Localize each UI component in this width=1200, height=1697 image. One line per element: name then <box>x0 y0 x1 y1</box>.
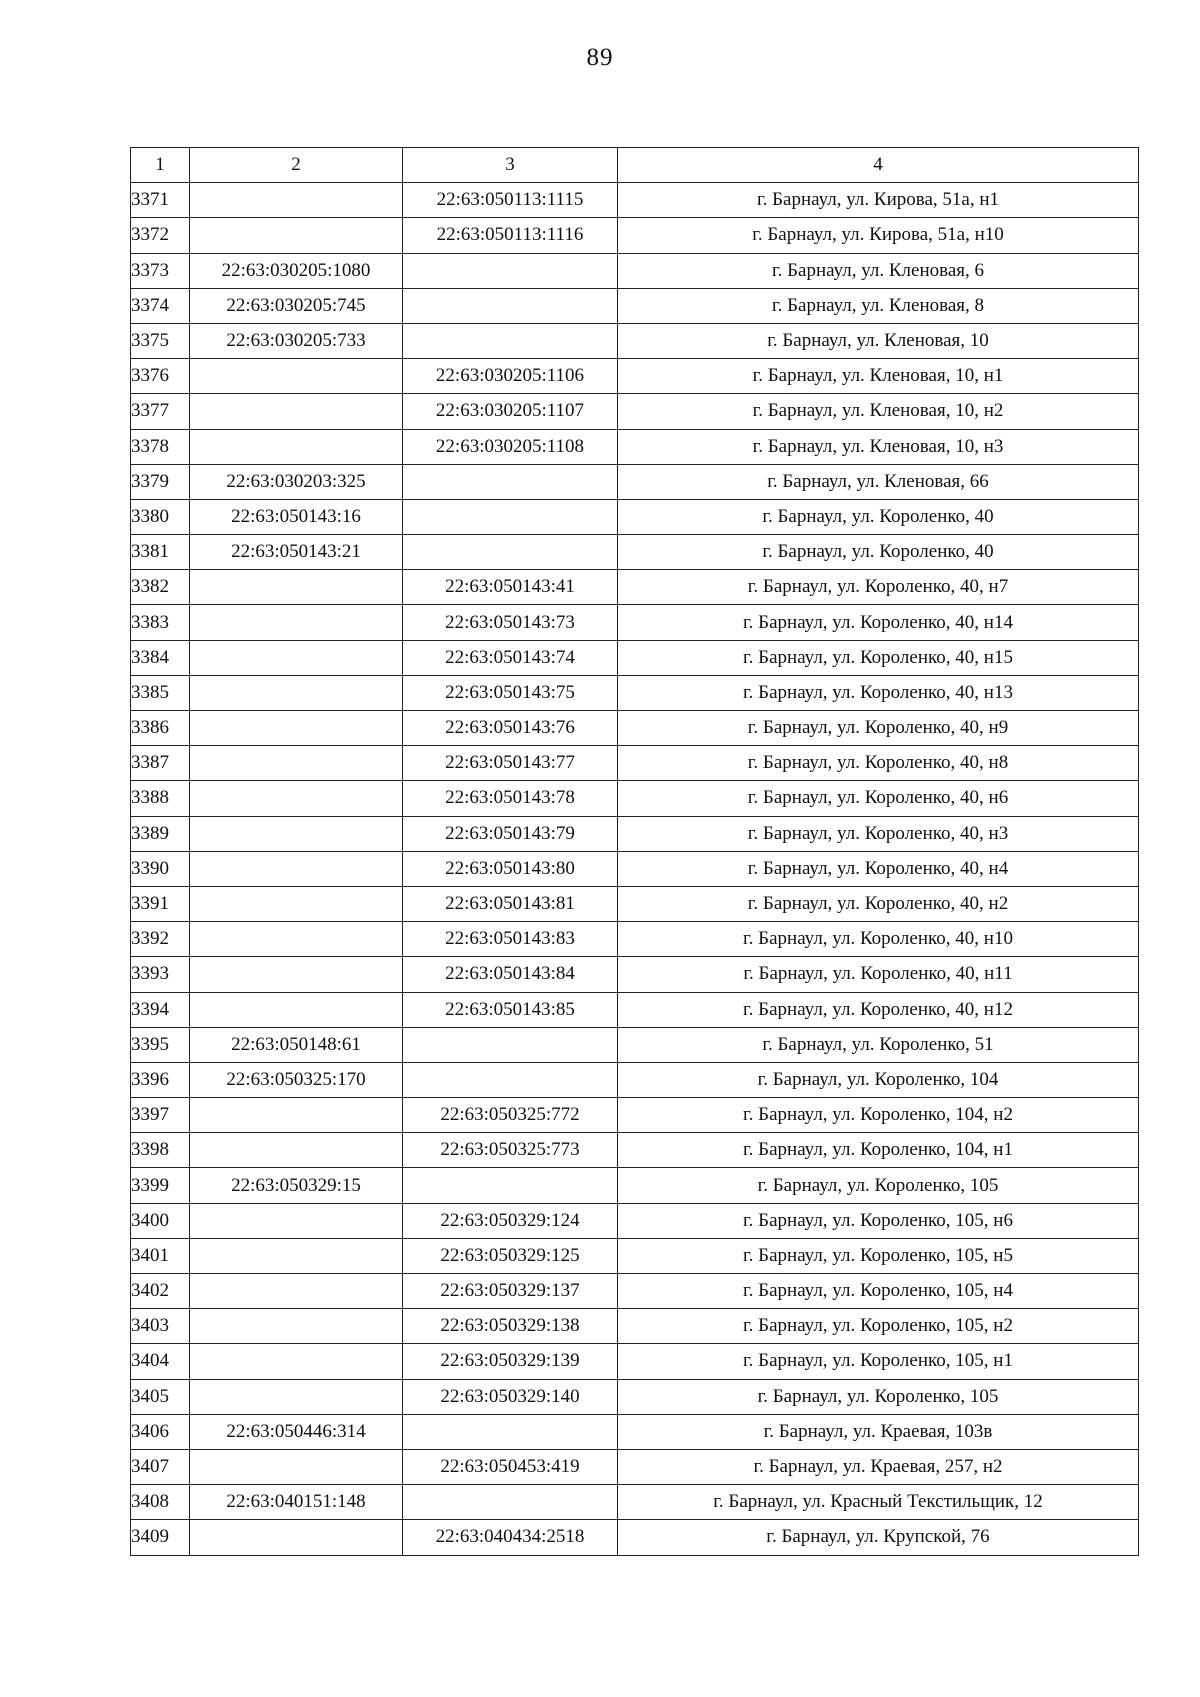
table-row <box>131 535 1139 570</box>
cadastral-number-col3: 22:63:050143:78 <box>403 781 618 816</box>
cadastral-number-col2: 22:63:050143:21 <box>190 535 403 570</box>
cadastral-number-col2 <box>190 711 403 746</box>
table-body <box>131 183 1139 1555</box>
address: г. Барнаул, ул. Короленко, 105 <box>618 1379 1139 1414</box>
cadastral-number-col2: 22:63:030203:325 <box>190 464 403 499</box>
cadastral-number-col2 <box>190 1274 403 1309</box>
cadastral-number-col2: 22:63:050143:16 <box>190 499 403 534</box>
row-number: 3382 <box>131 570 190 605</box>
cadastral-number-col2: 22:63:030205:733 <box>190 323 403 358</box>
cadastral-number-col2 <box>190 359 403 394</box>
address: г. Барнаул, ул. Короленко, 40, н2 <box>618 886 1139 921</box>
cadastral-number-col2 <box>190 570 403 605</box>
cadastral-number-col3: 22:63:050143:81 <box>403 886 618 921</box>
registry-table <box>130 147 1139 1556</box>
cadastral-number-col3: 22:63:050143:79 <box>403 816 618 851</box>
address: г. Барнаул, ул. Короленко, 40, н9 <box>618 711 1139 746</box>
table-row <box>131 1098 1139 1133</box>
cadastral-number-col2 <box>190 183 403 218</box>
cadastral-number-col2 <box>190 922 403 957</box>
address: г. Барнаул, ул. Короленко, 40, н12 <box>618 992 1139 1027</box>
cadastral-number-col3 <box>403 1027 618 1062</box>
row-number: 3384 <box>131 640 190 675</box>
address: г. Барнаул, ул. Кирова, 51а, н10 <box>618 218 1139 253</box>
address: г. Барнаул, ул. Кленовая, 8 <box>618 288 1139 323</box>
cadastral-number-col3 <box>403 1485 618 1520</box>
address: г. Барнаул, ул. Кленовая, 66 <box>618 464 1139 499</box>
cadastral-number-col2 <box>190 816 403 851</box>
cadastral-number-col2: 22:63:050329:15 <box>190 1168 403 1203</box>
cadastral-number-col2 <box>190 1098 403 1133</box>
cadastral-number-col2 <box>190 1238 403 1273</box>
table-row <box>131 1414 1139 1449</box>
row-number: 3373 <box>131 253 190 288</box>
cadastral-number-col3 <box>403 288 618 323</box>
column-header-1: 1 <box>131 148 190 183</box>
cadastral-number-col2 <box>190 640 403 675</box>
row-number: 3406 <box>131 1414 190 1449</box>
address: г. Барнаул, ул. Короленко, 105, н5 <box>618 1238 1139 1273</box>
table-row <box>131 1485 1139 1520</box>
address: г. Барнаул, ул. Короленко, 105 <box>618 1168 1139 1203</box>
row-number: 3398 <box>131 1133 190 1168</box>
cadastral-number-col2 <box>190 781 403 816</box>
cadastral-number-col2 <box>190 675 403 710</box>
table-row <box>131 1168 1139 1203</box>
address: г. Барнаул, ул. Короленко, 40, н15 <box>618 640 1139 675</box>
cadastral-number-col3: 22:63:050143:80 <box>403 851 618 886</box>
address: г. Барнаул, ул. Короленко, 40, н13 <box>618 675 1139 710</box>
table-row <box>131 1520 1139 1555</box>
cadastral-number-col3: 22:63:050325:772 <box>403 1098 618 1133</box>
table-row <box>131 675 1139 710</box>
cadastral-number-col3: 22:63:050329:140 <box>403 1379 618 1414</box>
cadastral-number-col2 <box>190 886 403 921</box>
table-row <box>131 1238 1139 1273</box>
cadastral-number-col3: 22:63:030205:1106 <box>403 359 618 394</box>
row-number: 3374 <box>131 288 190 323</box>
cadastral-number-col3 <box>403 1414 618 1449</box>
cadastral-number-col3: 22:63:050143:77 <box>403 746 618 781</box>
cadastral-number-col3: 22:63:030205:1107 <box>403 394 618 429</box>
row-number: 3408 <box>131 1485 190 1520</box>
row-number: 3395 <box>131 1027 190 1062</box>
table-row <box>131 323 1139 358</box>
table-row <box>131 640 1139 675</box>
cadastral-number-col2 <box>190 1379 403 1414</box>
cadastral-number-col2 <box>190 1520 403 1555</box>
row-number: 3400 <box>131 1203 190 1238</box>
cadastral-number-col3 <box>403 1168 618 1203</box>
row-number: 3375 <box>131 323 190 358</box>
cadastral-number-col3: 22:63:050143:41 <box>403 570 618 605</box>
address: г. Барнаул, ул. Краевая, 257, н2 <box>618 1449 1139 1484</box>
page-number: 89 <box>586 44 614 71</box>
row-number: 3383 <box>131 605 190 640</box>
cadastral-number-col3 <box>403 535 618 570</box>
row-number: 3390 <box>131 851 190 886</box>
column-header-4: 4 <box>618 148 1139 183</box>
table-row <box>131 711 1139 746</box>
address: г. Барнаул, ул. Кленовая, 10, н1 <box>618 359 1139 394</box>
address: г. Барнаул, ул. Короленко, 40 <box>618 499 1139 534</box>
cadastral-number-col2 <box>190 992 403 1027</box>
table-row <box>131 218 1139 253</box>
cadastral-number-col2 <box>190 605 403 640</box>
table-row <box>131 1133 1139 1168</box>
row-number: 3392 <box>131 922 190 957</box>
address: г. Барнаул, ул. Кленовая, 10, н2 <box>618 394 1139 429</box>
row-number: 3403 <box>131 1309 190 1344</box>
row-number: 3407 <box>131 1449 190 1484</box>
address: г. Барнаул, ул. Крупской, 76 <box>618 1520 1139 1555</box>
cadastral-number-col2 <box>190 218 403 253</box>
table-row <box>131 394 1139 429</box>
address: г. Барнаул, ул. Короленко, 104, н1 <box>618 1133 1139 1168</box>
table-row <box>131 816 1139 851</box>
cadastral-number-col2: 22:63:050325:170 <box>190 1062 403 1097</box>
row-number: 3386 <box>131 711 190 746</box>
address: г. Барнаул, ул. Короленко, 40, н4 <box>618 851 1139 886</box>
row-number: 3396 <box>131 1062 190 1097</box>
address: г. Барнаул, ул. Короленко, 40, н8 <box>618 746 1139 781</box>
address: г. Барнаул, ул. Короленко, 105, н2 <box>618 1309 1139 1344</box>
row-number: 3376 <box>131 359 190 394</box>
table-row <box>131 1027 1139 1062</box>
table-row <box>131 1344 1139 1379</box>
cadastral-number-col2: 22:63:050446:314 <box>190 1414 403 1449</box>
table-row <box>131 253 1139 288</box>
table-row <box>131 570 1139 605</box>
table-row <box>131 1379 1139 1414</box>
address: г. Барнаул, ул. Кленовая, 10, н3 <box>618 429 1139 464</box>
address: г. Барнаул, ул. Кленовая, 10 <box>618 323 1139 358</box>
cadastral-number-col3: 22:63:050329:124 <box>403 1203 618 1238</box>
cadastral-number-col2 <box>190 394 403 429</box>
table-row <box>131 464 1139 499</box>
table-row <box>131 781 1139 816</box>
cadastral-number-col2 <box>190 1133 403 1168</box>
cadastral-number-col3: 22:63:050143:76 <box>403 711 618 746</box>
row-number: 3404 <box>131 1344 190 1379</box>
address: г. Барнаул, ул. Короленко, 51 <box>618 1027 1139 1062</box>
address: г. Барнаул, ул. Короленко, 40 <box>618 535 1139 570</box>
cadastral-number-col3: 22:63:050325:773 <box>403 1133 618 1168</box>
row-number: 3372 <box>131 218 190 253</box>
table-row <box>131 429 1139 464</box>
cadastral-number-col3 <box>403 323 618 358</box>
address: г. Барнаул, ул. Короленко, 105, н4 <box>618 1274 1139 1309</box>
row-number: 3388 <box>131 781 190 816</box>
table-row <box>131 1274 1139 1309</box>
row-number: 3409 <box>131 1520 190 1555</box>
address: г. Барнаул, ул. Короленко, 40, н3 <box>618 816 1139 851</box>
cadastral-number-col3: 22:63:050329:137 <box>403 1274 618 1309</box>
cadastral-number-col3: 22:63:030205:1108 <box>403 429 618 464</box>
address: г. Барнаул, ул. Короленко, 40, н14 <box>618 605 1139 640</box>
table-row <box>131 288 1139 323</box>
row-number: 3387 <box>131 746 190 781</box>
table-row <box>131 499 1139 534</box>
address: г. Барнаул, ул. Кирова, 51а, н1 <box>618 183 1139 218</box>
row-number: 3378 <box>131 429 190 464</box>
row-number: 3381 <box>131 535 190 570</box>
cadastral-number-col3 <box>403 499 618 534</box>
cadastral-number-col2 <box>190 1344 403 1379</box>
address: г. Барнаул, ул. Короленко, 105, н6 <box>618 1203 1139 1238</box>
address: г. Барнаул, ул. Короленко, 40, н6 <box>618 781 1139 816</box>
cadastral-number-col2: 22:63:050148:61 <box>190 1027 403 1062</box>
cadastral-number-col2 <box>190 429 403 464</box>
table-row <box>131 1309 1139 1344</box>
address: г. Барнаул, ул. Короленко, 40, н10 <box>618 922 1139 957</box>
table-row <box>131 605 1139 640</box>
table-row <box>131 1449 1139 1484</box>
table-row <box>131 1062 1139 1097</box>
table-row <box>131 992 1139 1027</box>
row-number: 3402 <box>131 1274 190 1309</box>
row-number: 3389 <box>131 816 190 851</box>
cadastral-number-col2 <box>190 746 403 781</box>
row-number: 3393 <box>131 957 190 992</box>
cadastral-number-col3: 22:63:050329:139 <box>403 1344 618 1379</box>
address: г. Барнаул, ул. Короленко, 105, н1 <box>618 1344 1139 1379</box>
cadastral-number-col3: 22:63:050143:85 <box>403 992 618 1027</box>
cadastral-number-col3: 22:63:050143:74 <box>403 640 618 675</box>
row-number: 3394 <box>131 992 190 1027</box>
table-row <box>131 851 1139 886</box>
address: г. Барнаул, ул. Кленовая, 6 <box>618 253 1139 288</box>
cadastral-number-col3: 22:63:040434:2518 <box>403 1520 618 1555</box>
row-number: 3401 <box>131 1238 190 1273</box>
table-row <box>131 183 1139 218</box>
address: г. Барнаул, ул. Краевая, 103в <box>618 1414 1139 1449</box>
address: г. Барнаул, ул. Короленко, 40, н11 <box>618 957 1139 992</box>
cadastral-number-col2: 22:63:040151:148 <box>190 1485 403 1520</box>
table-row <box>131 886 1139 921</box>
table-row <box>131 957 1139 992</box>
cadastral-number-col2: 22:63:030205:745 <box>190 288 403 323</box>
cadastral-number-col2 <box>190 1309 403 1344</box>
cadastral-number-col3: 22:63:050329:125 <box>403 1238 618 1273</box>
cadastral-number-col2 <box>190 851 403 886</box>
column-header-3: 3 <box>403 148 618 183</box>
cadastral-number-col3: 22:63:050143:75 <box>403 675 618 710</box>
row-number: 3371 <box>131 183 190 218</box>
table-row <box>131 359 1139 394</box>
row-number: 3399 <box>131 1168 190 1203</box>
row-number: 3385 <box>131 675 190 710</box>
row-number: 3391 <box>131 886 190 921</box>
column-header-2: 2 <box>190 148 403 183</box>
cadastral-number-col2 <box>190 1203 403 1238</box>
cadastral-number-col3: 22:63:050143:73 <box>403 605 618 640</box>
row-number: 3405 <box>131 1379 190 1414</box>
row-number: 3380 <box>131 499 190 534</box>
cadastral-number-col3 <box>403 1062 618 1097</box>
cadastral-number-col3: 22:63:050453:419 <box>403 1449 618 1484</box>
address: г. Барнаул, ул. Короленко, 40, н7 <box>618 570 1139 605</box>
address: г. Барнаул, ул. Красный Текстильщик, 12 <box>618 1485 1139 1520</box>
cadastral-number-col3: 22:63:050143:83 <box>403 922 618 957</box>
cadastral-number-col2 <box>190 1449 403 1484</box>
header-row <box>131 148 1139 183</box>
address: г. Барнаул, ул. Короленко, 104, н2 <box>618 1098 1139 1133</box>
cadastral-number-col3 <box>403 253 618 288</box>
cadastral-number-col3 <box>403 464 618 499</box>
table-row <box>131 1203 1139 1238</box>
table-row <box>131 922 1139 957</box>
cadastral-number-col3: 22:63:050329:138 <box>403 1309 618 1344</box>
cadastral-number-col3: 22:63:050113:1115 <box>403 183 618 218</box>
row-number: 3377 <box>131 394 190 429</box>
cadastral-number-col3: 22:63:050143:84 <box>403 957 618 992</box>
cadastral-number-col2 <box>190 957 403 992</box>
cadastral-number-col2: 22:63:030205:1080 <box>190 253 403 288</box>
address: г. Барнаул, ул. Короленко, 104 <box>618 1062 1139 1097</box>
cadastral-number-col3: 22:63:050113:1116 <box>403 218 618 253</box>
table-row <box>131 746 1139 781</box>
row-number: 3379 <box>131 464 190 499</box>
row-number: 3397 <box>131 1098 190 1133</box>
